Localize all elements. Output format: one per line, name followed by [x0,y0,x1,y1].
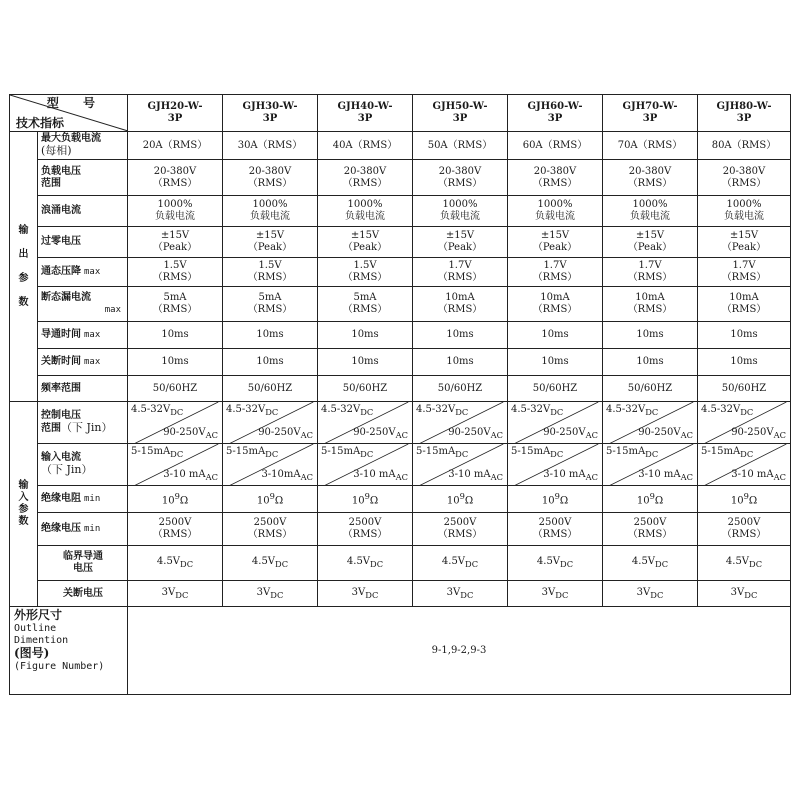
param-value: 2500V （RMS） [223,513,318,546]
input-row-critical-voltage [10,546,791,581]
param-value: 1000% 负载电流 [413,196,508,227]
input-row-input-current [10,444,791,486]
param-label: 输入电流 （下 Jin） [38,444,128,486]
model-header-6: GJH80-W- 3P [698,95,791,132]
param-value: $4.5V_{DC}$ [698,546,791,581]
param-name: 关断时间 [41,356,81,367]
param-label [38,196,128,227]
param-value: 10ms [603,349,698,376]
control-voltage-cell: $4.5-32V_{DC}$ $90-250V_{AC}$ [128,402,223,444]
control-voltage-cell: $4.5-32V_{DC}$ $90-250V_{AC}$ [318,402,413,444]
input-row-control-voltage [10,402,791,444]
spec-table [9,94,791,695]
model-header-3: GJH50-W- 3P [413,95,508,132]
param-value: 5mA （RMS） [223,287,318,322]
param-value: 2500V （RMS） [413,513,508,546]
input-current-cell: $5-15mA_{DC}$ 3-10 $mA_{AC}$ [413,444,508,486]
param-value: $3V_{DC}$ [128,581,223,607]
param-name: 浪涌电流 [41,205,81,216]
output-row [10,376,791,402]
param-value: 2500V （RMS） [603,513,698,546]
param-value: 1000% 负载电流 [508,196,603,227]
param-label [38,376,128,402]
param-value: 5mA （RMS） [128,287,223,322]
param-value: $10^9\Omega$ [603,486,698,513]
param-value: 1000% 负载电流 [128,196,223,227]
param-value: 50/60HZ [318,376,413,402]
param-value: 1.5V （RMS） [318,258,413,287]
param-value: $3V_{DC}$ [413,581,508,607]
control-voltage-cell: $4.5-32V_{DC}$ $90-250V_{AC}$ [508,402,603,444]
spec-label: 技术指标 [16,116,65,130]
param-value: ±15V （Peak） [508,227,603,258]
param-label: 控制电压 范围（下 Jin） [38,402,128,444]
model-header-4: GJH60-W- 3P [508,95,603,132]
param-value: 10mA （RMS） [698,287,791,322]
corner-header-cell [10,95,128,132]
param-label: 负载电压 范围 [38,160,128,196]
model-header-5: GJH70-W- 3P [603,95,698,132]
control-voltage-cell: $4.5-32V_{DC}$ $90-250V_{AC}$ [223,402,318,444]
param-value: 10ms [508,322,603,349]
output-row [10,287,791,322]
param-value: 20-380V （RMS） [698,160,791,196]
param-value: 20-380V （RMS） [223,160,318,196]
param-value: 10ms [128,349,223,376]
param-value: 80A（RMS） [698,132,791,160]
param-value: $4.5V_{DC}$ [318,546,413,581]
param-value: ±15V （Peak） [413,227,508,258]
param-value: 1000% 负载电流 [223,196,318,227]
param-value: 10ms [318,322,413,349]
param-value: 20-380V （RMS） [128,160,223,196]
param-value: 1.7V （RMS） [508,258,603,287]
param-label: 关断电压 [38,581,128,607]
param-value: $3V_{DC}$ [318,581,413,607]
input-current-cell: $5-15mA_{DC}$ 3-10 $mA_{AC}$ [698,444,791,486]
input-current-cell: $5-15mA_{DC}$ 3-10 $mA_{AC}$ [128,444,223,486]
param-value: 1000% 负载电流 [603,196,698,227]
control-voltage-cell: $4.5-32V_{DC}$ $90-250V_{AC}$ [413,402,508,444]
param-value: 10ms [413,322,508,349]
param-value: 10mA （RMS） [508,287,603,322]
param-value: ±15V （Peak） [698,227,791,258]
input-current-cell: $5-15mA_{DC}$ $3-10mA_{AC}$ [223,444,318,486]
param-label: 断态漏电流 max [38,287,128,322]
param-value: 10ms [318,349,413,376]
param-value: ±15V （Peak） [318,227,413,258]
dimension-row [10,607,791,695]
param-value: 20-380V （RMS） [318,160,413,196]
param-value: $10^9\Omega$ [413,486,508,513]
param-value: 2500V （RMS） [318,513,413,546]
param-value: $4.5V_{DC}$ [223,546,318,581]
param-value: 1.7V （RMS） [413,258,508,287]
param-value: 50/60HZ [128,376,223,402]
output-row [10,322,791,349]
param-value: 50/60HZ [698,376,791,402]
param-value: 1.7V （RMS） [603,258,698,287]
param-value: 1.5V （RMS） [128,258,223,287]
param-label: 最大负载电流 (每相) [38,132,128,160]
param-value: 20A（RMS） [128,132,223,160]
param-label: 关断时间 max [38,349,128,376]
input-current-cell: $5-15mA_{DC}$ 3-10 $mA_{AC}$ [603,444,698,486]
param-value: 50/60HZ [223,376,318,402]
input-current-cell: $5-15mA_{DC}$ 3-10 $mA_{AC}$ [318,444,413,486]
param-value: 10mA （RMS） [603,287,698,322]
param-value: $3V_{DC}$ [603,581,698,607]
param-value: 1.7V （RMS） [698,258,791,287]
param-value: $10^9\Omega$ [223,486,318,513]
param-name: 最大负载电流 [41,133,101,144]
param-value: $10^9\Omega$ [698,486,791,513]
param-value: 10ms [603,322,698,349]
param-value: 50A（RMS） [413,132,508,160]
param-label: 导通时间 max [38,322,128,349]
param-value: $4.5V_{DC}$ [128,546,223,581]
param-value: 50/60HZ [413,376,508,402]
param-value: 10ms [698,322,791,349]
param-value: 40A（RMS） [318,132,413,160]
param-value: 10ms [413,349,508,376]
param-value: 20-380V （RMS） [603,160,698,196]
output-group-label: 输 出 参 数 [10,132,38,402]
param-value: ±15V （Peak） [128,227,223,258]
param-value: 1000% 负载电流 [318,196,413,227]
param-value: 10mA （RMS） [413,287,508,322]
header-row [10,95,791,132]
model-label: 型 号 [46,96,105,110]
output-row [10,160,791,196]
param-name: 导通时间 [41,329,81,340]
param-value: 10ms [223,322,318,349]
param-name: 频率范围 [41,382,81,394]
param-label: 绝缘电阻 min [38,486,128,513]
param-value: $3V_{DC}$ [223,581,318,607]
param-value: 10ms [128,322,223,349]
param-value: 30A（RMS） [223,132,318,160]
param-value: 50/60HZ [603,376,698,402]
input-row-insulation-voltage [10,513,791,546]
param-name: 负载电压 [41,165,81,177]
param-value: 1000% 负载电流 [698,196,791,227]
input-row-insulation-resistance [10,486,791,513]
input-current-cell: $5-15mA_{DC}$ 3-10 $mA_{AC}$ [508,444,603,486]
param-label [38,227,128,258]
control-voltage-cell: $4.5-32V_{DC}$ $90-250V_{AC}$ [603,402,698,444]
param-value: 2500V （RMS） [128,513,223,546]
param-value: ±15V （Peak） [223,227,318,258]
param-value: 1.5V （RMS） [223,258,318,287]
param-label: 通态压降 max [38,258,128,287]
param-value: ±15V （Peak） [603,227,698,258]
param-value: 5mA （RMS） [318,287,413,322]
param-name: 过零电压 [41,236,81,247]
param-value: $4.5V_{DC}$ [413,546,508,581]
param-name: 通态压降 [41,266,81,277]
input-row-turnoff-voltage [10,581,791,607]
output-row [10,227,791,258]
model-header-1: GJH30-W- 3P [223,95,318,132]
param-value: $10^9\Omega$ [128,486,223,513]
param-value: $4.5V_{DC}$ [508,546,603,581]
param-value: 20-380V （RMS） [413,160,508,196]
param-value: $10^9\Omega$ [318,486,413,513]
param-value: 50/60HZ [508,376,603,402]
param-value: 60A（RMS） [508,132,603,160]
param-name: 断态漏电流 [41,292,91,303]
param-value: 70A（RMS） [603,132,698,160]
control-voltage-cell: $4.5-32V_{DC}$ $90-250V_{AC}$ [698,402,791,444]
param-label: 绝缘电压 min [38,513,128,546]
param-value: 20-380V （RMS） [508,160,603,196]
output-row [10,132,791,160]
param-value: $3V_{DC}$ [508,581,603,607]
input-group-label: 输 入 参 数 [10,402,38,607]
param-value: 10ms [698,349,791,376]
param-value: 10ms [223,349,318,376]
output-row [10,258,791,287]
output-row [10,196,791,227]
param-value: $3V_{DC}$ [698,581,791,607]
output-row [10,349,791,376]
param-value: 10ms [508,349,603,376]
dimension-value: 9-1,9-2,9-3 [128,607,791,695]
model-header-0: GJH20-W- 3P [128,95,223,132]
model-header-2: GJH40-W- 3P [318,95,413,132]
param-label: 临界导通 电压 [38,546,128,581]
param-value: 2500V （RMS） [508,513,603,546]
param-value: $10^9\Omega$ [508,486,603,513]
dimension-label: 外形尺寸 Outline Dimention (图号) (Figure Number) [10,607,128,695]
param-value: 2500V （RMS） [698,513,791,546]
param-value: $4.5V_{DC}$ [603,546,698,581]
